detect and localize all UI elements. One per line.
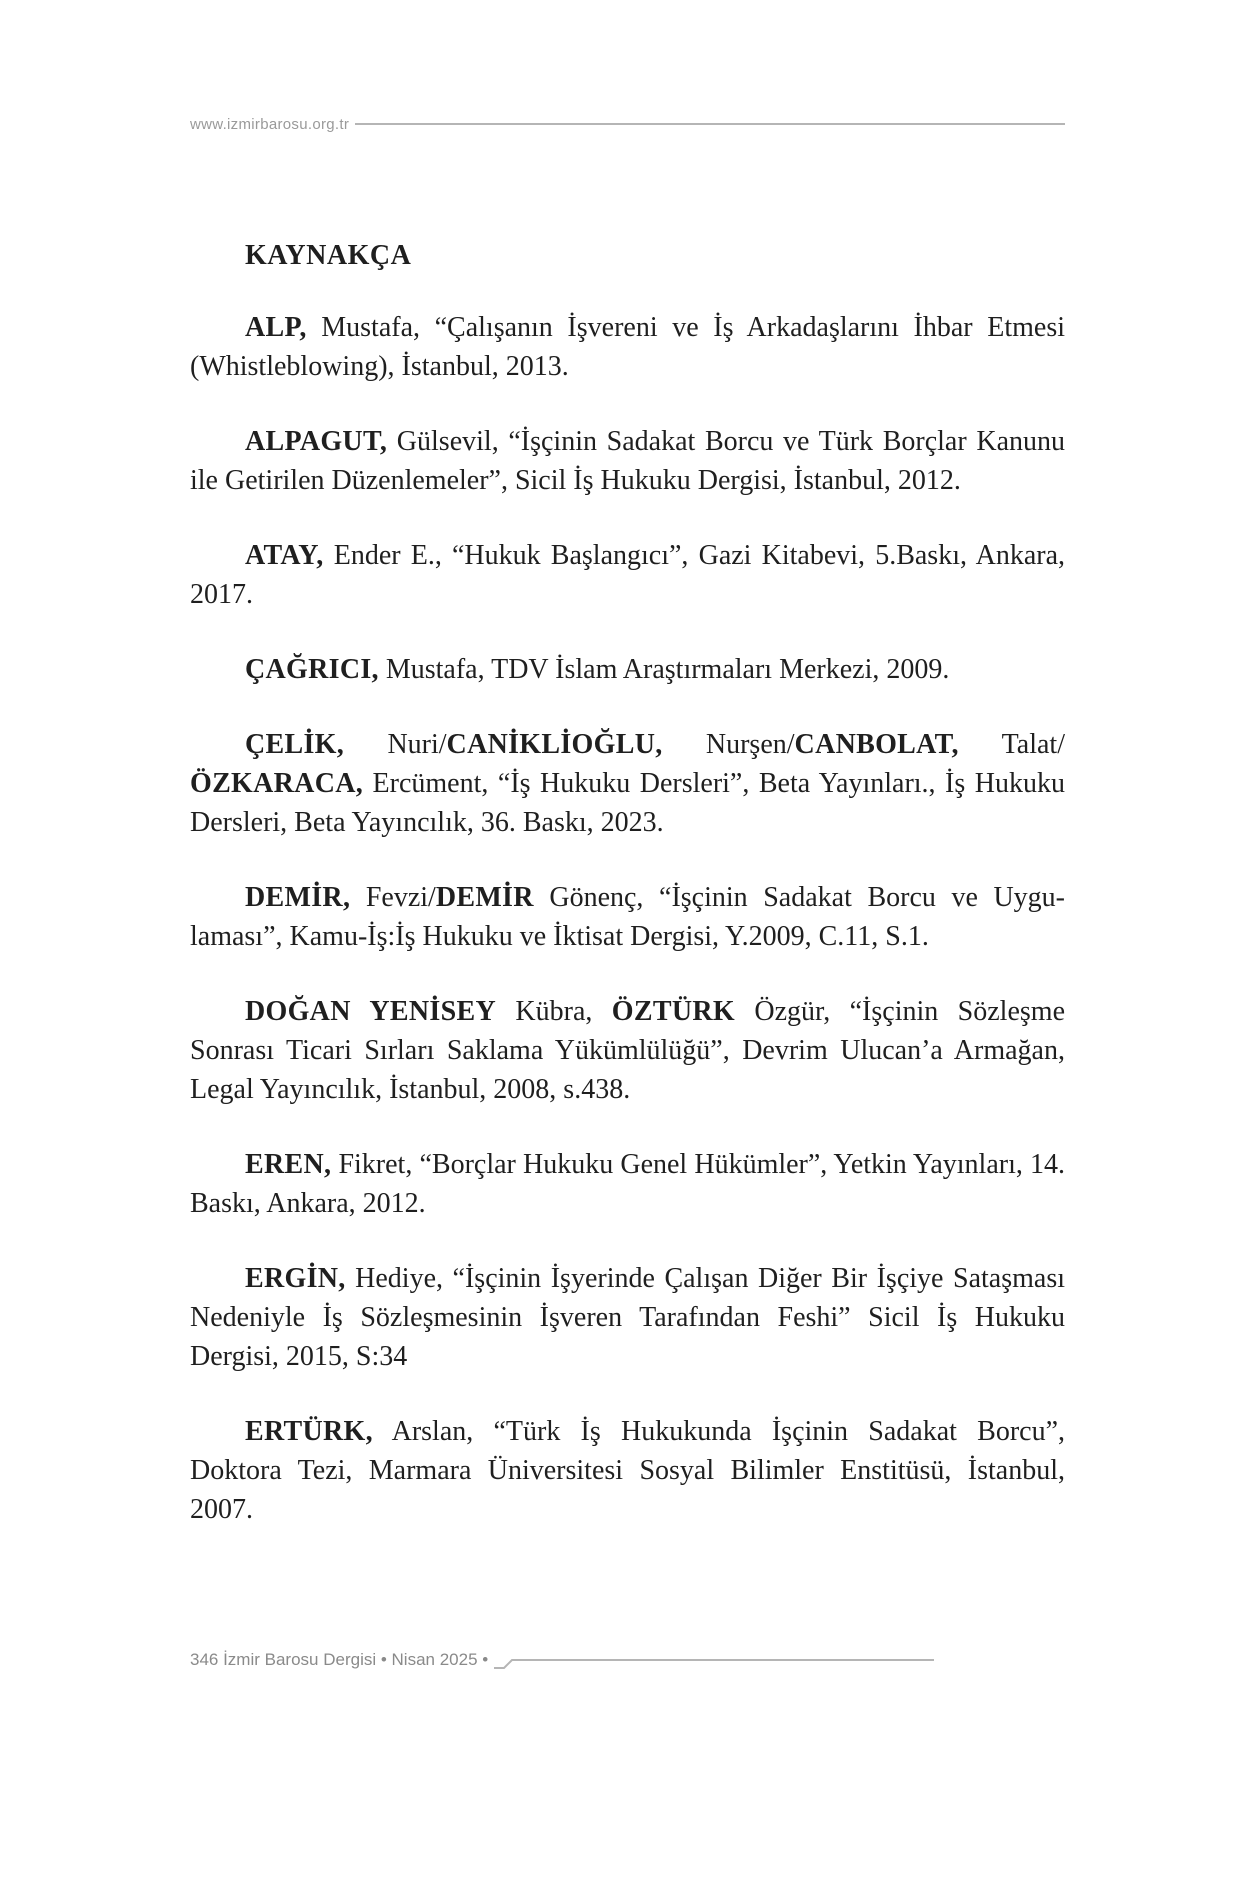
bibliography-entry — [190, 1145, 1065, 1223]
author-surname: ALPAGUT, — [245, 426, 388, 457]
bibliography-section — [190, 240, 1065, 1565]
bibliography-entry — [190, 422, 1065, 500]
author-surname: ÇAĞRICI, — [245, 654, 379, 685]
author-surname: ATAY, — [245, 540, 324, 571]
entry-text: Arslan, “Türk İş Hukukunda İşçinin Sadakat Borcu”, Doktora Tezi, Marmara Üniversitesi Sosyal Bilimler Enstitüsü, İstanbul, 2007. — [190, 1416, 1065, 1525]
entry-text: Fikret, “Borçlar Hukuku Genel Hükümler”, Yetkin Yayınları, 14. Baskı, Ankara, 2012. — [190, 1149, 1065, 1219]
author-surname: ERGİN, — [245, 1263, 346, 1294]
entry-text: Ercüment, “İş Hukuku Dersleri”, Beta Yayınları., İş Hukuku Dersleri, Beta Yayıncılık, 36. Baskı, 2023. — [190, 768, 1065, 838]
entry-text: Hediye, “İşçinin İşyerinde Çalışan Diğer Bir İşçiye Sataşması Nedeniyle İş Sözleşmesinin İşveren Tarafından Feshi” Sicil İş Hukuku Dergisi, 2015, S:34 — [190, 1263, 1065, 1372]
author-surname: ÖZTÜRK — [611, 996, 735, 1027]
page-footer — [190, 1646, 1065, 1674]
author-surname: DEMİR, — [245, 882, 351, 913]
author-surname: DOĞAN YENİSEY — [245, 996, 496, 1027]
author-surname: ERTÜRK, — [245, 1416, 373, 1447]
entry-text: Nuri/ — [344, 729, 447, 760]
author-surname: CANBOLAT, — [794, 729, 959, 760]
footer-rule — [494, 1646, 1065, 1674]
author-surname: DEMİR — [435, 882, 534, 913]
entry-text: Gönenç, “İşçinin Sadakat Borcu ve Uygulaması”, Kamu-İş:İş Hukuku ve İktisat Dergisi, Y.2009, C.11, S.1. — [190, 882, 1065, 952]
entry-text: Özgür, “İşçinin Sözleşme Sonrası Ticari Sırları Saklama Yükümlülüğü”, Devrim Ulucan’a Armağan, Legal Yayıncılık, İstanbul, 2008, s.438. — [190, 996, 1065, 1105]
bibliography-list — [190, 308, 1065, 1529]
bibliography-entry — [190, 725, 1065, 842]
bibliography-entry — [190, 1412, 1065, 1529]
bibliography-entry — [190, 650, 1065, 689]
entry-text: Talat/ — [958, 729, 1065, 760]
bibliography-entry — [190, 1259, 1065, 1376]
author-surname: EREN, — [245, 1149, 332, 1180]
author-surname: ÇELİK, — [245, 729, 345, 760]
author-surname: CANİKLİOĞLU, — [446, 729, 663, 760]
entry-text: Mustafa, TDV İslam Araştırmaları Merkezi, 2009. — [378, 654, 950, 685]
website-url: www.izmirbarosu.org.tr — [190, 115, 350, 133]
entry-text: Nurşen/ — [662, 729, 795, 760]
entry-text: Mustafa, “Çalışanın İşvereni ve İş Arkadaşlarını İhbar Etmesi (Whistleblowing), İstanbul, 2013. — [190, 312, 1065, 382]
footer-page-info: 346 İzmir Barosu Dergisi • Nisan 2025 • — [190, 1650, 489, 1669]
entry-text: Kübra, — [495, 996, 612, 1027]
entry-text: Ender E., “Hukuk Başlangıcı”, Gazi Kitabevi, 5.Baskı, Ankara, 2017. — [190, 540, 1065, 610]
author-surname: ALP, — [245, 312, 307, 343]
bibliography-entry — [190, 878, 1065, 956]
author-surname: ÖZKARACA, — [190, 768, 364, 799]
header-rule — [355, 123, 1065, 125]
section-heading: KAYNAKÇA — [245, 240, 412, 271]
bibliography-entry — [190, 536, 1065, 614]
entry-text: Gülsevil, “İşçinin Sadakat Borcu ve Türk Borçlar Kanunu ile Getirilen Düzenlemeler”, Sicil İş Hukuku Dergisi, İstanbul, 2012. — [190, 426, 1065, 496]
page-header — [190, 112, 1065, 136]
bibliography-entry — [190, 992, 1065, 1109]
bibliography-entry — [190, 308, 1065, 386]
entry-text: Fevzi/ — [350, 882, 436, 913]
